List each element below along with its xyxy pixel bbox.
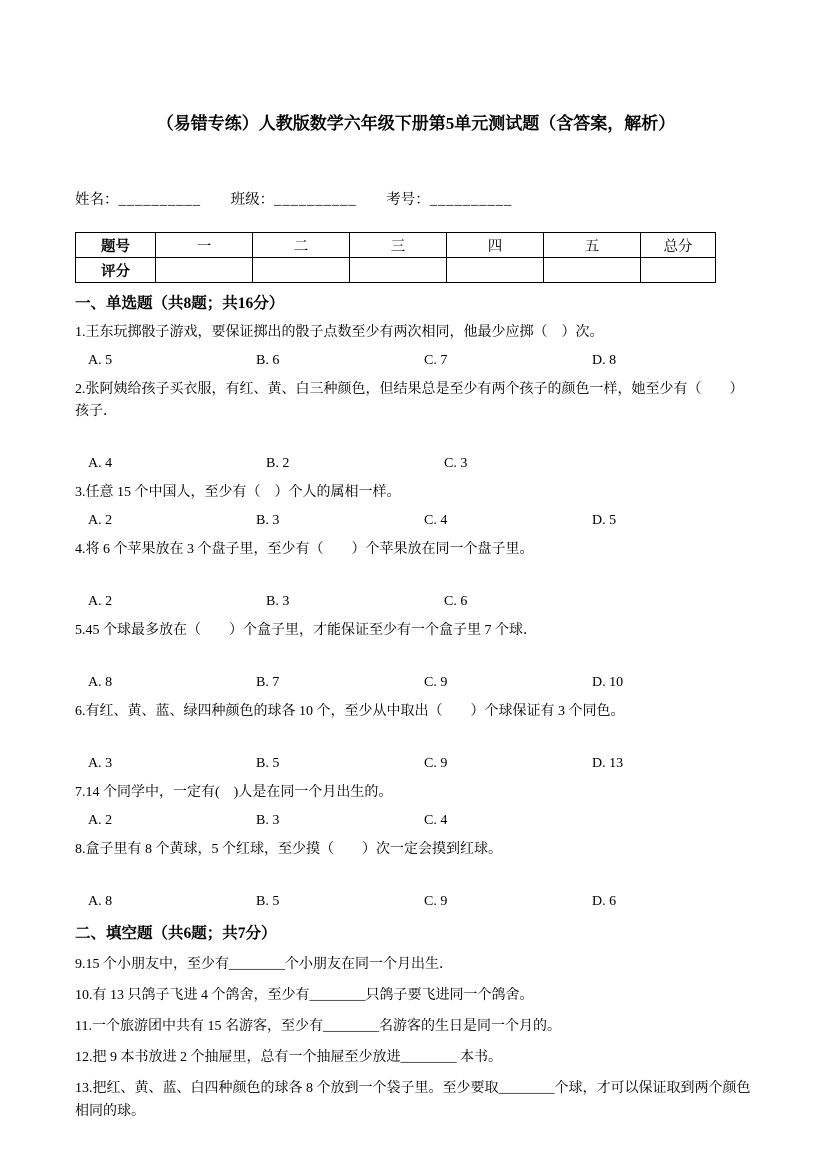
score-cell-empty [156, 258, 253, 283]
question-1-options [75, 350, 757, 372]
score-table [75, 232, 716, 283]
score-cell-empty [544, 258, 641, 283]
question-2-text: 2.张阿姨给孩子买衣服，有红、黄、白三种颜色，但结果总是至少有两个孩子的颜色一样，她至少有（ ）孩子． [75, 382, 744, 419]
option-c: C. 9 [424, 894, 448, 909]
option-b: B. 3 [266, 594, 290, 609]
option-c: C. 7 [424, 353, 448, 368]
score-cell-empty [447, 258, 544, 283]
option-b: B. 7 [256, 675, 280, 690]
question-9-text: 9.15 个小朋友中，至少有________个小朋友在同一个月出生． [75, 957, 453, 972]
section-2-heading: 二、填空题（共6题；共7分） [75, 925, 277, 942]
question-12-text: 12.把 9 本书放进 2 个抽屉里，总有一个抽屉至少放进________ 本书。 [75, 1050, 502, 1065]
option-c: C. 4 [424, 513, 448, 528]
score-table-header-cell: 三 [350, 233, 447, 258]
name-label: 姓名： [75, 192, 119, 208]
option-a: A. 2 [88, 813, 113, 828]
option-d: D. 10 [592, 675, 624, 690]
question-6-options [75, 753, 757, 775]
option-a: A. 4 [88, 456, 113, 471]
section-1-heading: 一、单选题（共8题；共16分） [75, 295, 285, 312]
question-7-options [75, 810, 757, 832]
class-field [231, 192, 357, 208]
score-table-score-row [76, 258, 716, 283]
fill-in-section [75, 953, 757, 1123]
question-4-text: 4.将 6 个苹果放在 3 个盘子里，至少有（ ）个苹果放在同一个盘子里。 [75, 542, 534, 557]
score-table-header-cell: 二 [253, 233, 350, 258]
option-a: A. 8 [88, 675, 113, 690]
question-3-text: 3.任意 15 个中国人，至少有（ ）个人的属相一样。 [75, 485, 401, 500]
name-blank: __________ [118, 192, 201, 208]
exam-number-field [386, 192, 512, 208]
option-d: D. 5 [592, 513, 617, 528]
name-field [75, 192, 201, 208]
option-d: D. 8 [592, 353, 617, 368]
score-table-header-row [76, 233, 716, 258]
exam-number-label: 考号： [386, 192, 430, 208]
score-table-header-cell: 一 [156, 233, 253, 258]
question-13-text: 13.把红、黄、蓝、白四种颜色的球各 8 个放到一个袋子里。至少要取________个球，才可以保证取到两个颜色相同的球。 [75, 1081, 751, 1119]
option-a: A. 8 [88, 894, 113, 909]
score-row-label: 评分 [76, 258, 156, 283]
option-b: B. 6 [256, 353, 280, 368]
option-a: A. 2 [88, 594, 113, 609]
option-b: B. 5 [256, 894, 280, 909]
option-b: B. 3 [256, 513, 280, 528]
question-7-text: 7.14 个同学中，一定有( )人是在同一个月出生的。 [75, 785, 393, 800]
score-cell-empty [350, 258, 447, 283]
question-3-options [75, 510, 757, 532]
score-table-header-cell: 五 [544, 233, 641, 258]
score-table-header-cell: 题号 [76, 233, 156, 258]
question-2-options [75, 453, 757, 475]
option-d: D. 6 [592, 894, 617, 909]
question-8-text: 8.盒子里有 8 个黄球，5 个红球，至少摸（ ）次一定会摸到红球。 [75, 842, 502, 857]
option-b: B. 5 [256, 756, 280, 771]
score-cell-empty [641, 258, 716, 283]
question-8-options [75, 891, 757, 913]
option-b: B. 3 [256, 813, 280, 828]
option-c: C. 4 [424, 813, 448, 828]
score-table-header-cell: 四 [447, 233, 544, 258]
score-cell-empty [253, 258, 350, 283]
option-a: A. 3 [88, 756, 113, 771]
student-info-line [75, 190, 757, 210]
option-b: B. 2 [266, 456, 290, 471]
option-c: C. 6 [444, 594, 468, 609]
question-5-options [75, 672, 757, 694]
class-label: 班级： [230, 192, 275, 208]
question-11-text: 11.一个旅游团中共有 15 名游客，至少有________名游客的生日是同一个月的。 [75, 1019, 561, 1034]
score-table-header-cell: 总分 [641, 233, 716, 258]
question-6-text: 6.有红、黄、蓝、绿四种颜色的球各 10 个，至少从中取出（ ）个球保证有 3 个同色。 [75, 704, 625, 719]
document-title: （易错专练）人教版数学六年级下册第5单元测试题（含答案，解析） [156, 114, 676, 133]
option-d: D. 13 [592, 756, 624, 771]
question-10-text: 10.有 13 只鸽子飞进 4 个鸽舍，至少有________只鸽子要飞进同一个鸽舍。 [75, 988, 534, 1003]
question-5-text: 5.45 个球最多放在（ ）个盒子里，才能保证至少有一个盒子里 7 个球． [75, 623, 537, 638]
option-a: A. 5 [88, 353, 113, 368]
option-c: C. 3 [444, 456, 468, 471]
option-c: C. 9 [424, 675, 448, 690]
option-c: C. 9 [424, 756, 448, 771]
class-blank: __________ [274, 192, 357, 208]
question-1-text: 1.王东玩掷骰子游戏，要保证掷出的骰子点数至少有两次相同，他最少应掷（ ）次。 [75, 325, 604, 340]
question-4-options [75, 591, 757, 613]
exam-number-blank: __________ [429, 192, 513, 208]
option-a: A. 2 [88, 513, 113, 528]
